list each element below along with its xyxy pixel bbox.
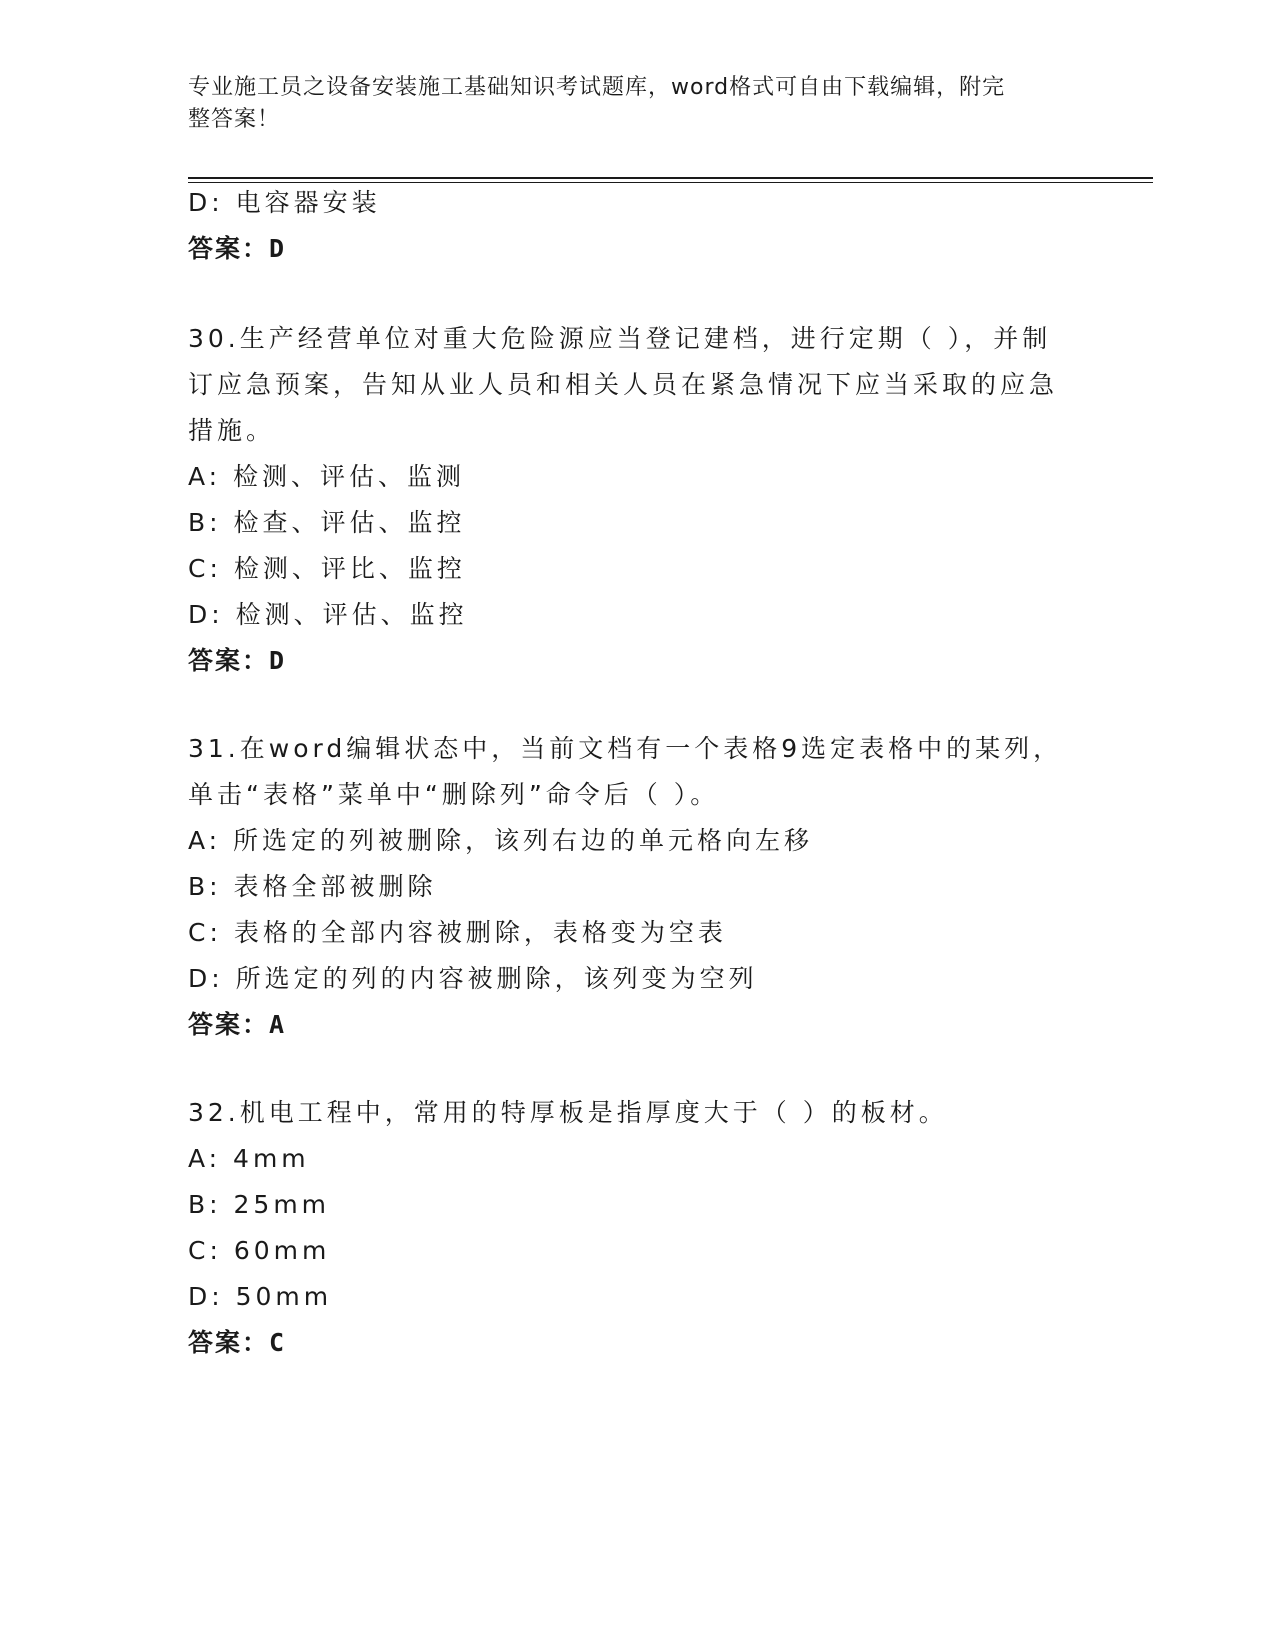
option-d: D: 所选定的列的内容被删除，该列变为空列: [188, 964, 758, 993]
option-b: B: 表格全部被删除: [188, 872, 437, 901]
option-b: B: 检查、评估、监控: [188, 508, 466, 537]
option-a: A: 检测、评估、监测: [188, 462, 466, 491]
question-text-line: 单击“表格”菜单中“删除列”命令后（ ）。: [188, 780, 720, 809]
option-b: B: 25mm: [188, 1190, 331, 1219]
question-32-block: [188, 1090, 1068, 1366]
option-a: A: 所选定的列被删除，该列右边的单元格向左移: [188, 826, 814, 855]
option-a: A: 4mm: [188, 1144, 310, 1173]
header-line-1: 专业施工员之设备安装施工基础知识考试题库，word格式可自由下载编辑，附完: [188, 75, 1006, 100]
option-d: D: 50mm: [188, 1282, 333, 1311]
question-text-line: 31.在word编辑状态中，当前文档有一个表格9选定表格中的某列，: [188, 734, 1063, 763]
question-text-line: 措施。: [188, 416, 276, 445]
header-divider-thick: [188, 177, 1153, 179]
option-c: C: 检测、评比、监控: [188, 554, 466, 583]
answer-line: 答案：A: [188, 1010, 287, 1039]
option-d: D: 电容器安装: [188, 188, 381, 217]
header-line-2: 整答案！: [188, 107, 281, 132]
answer-line: 答案：C: [188, 1328, 287, 1357]
question-30-block: [188, 316, 1068, 684]
question-text-line: 30.生产经营单位对重大危险源应当登记建档，进行定期（ ），并制: [188, 324, 1052, 353]
document-header: [188, 72, 1068, 136]
question-31-block: [188, 726, 1068, 1048]
question-text-line: 32.机电工程中，常用的特厚板是指厚度大于（ ）的板材。: [188, 1098, 948, 1127]
prev-question-block: [188, 180, 1068, 272]
option-c: C: 60mm: [188, 1236, 331, 1265]
question-text-line: 订应急预案，告知从业人员和相关人员在紧急情况下应当采取的应急: [188, 370, 1059, 399]
option-d: D: 检测、评估、监控: [188, 600, 468, 629]
option-c: C: 表格的全部内容被删除，表格变为空表: [188, 918, 727, 947]
answer-line: 答案：D: [188, 646, 287, 675]
answer-line: 答案：D: [188, 234, 287, 263]
